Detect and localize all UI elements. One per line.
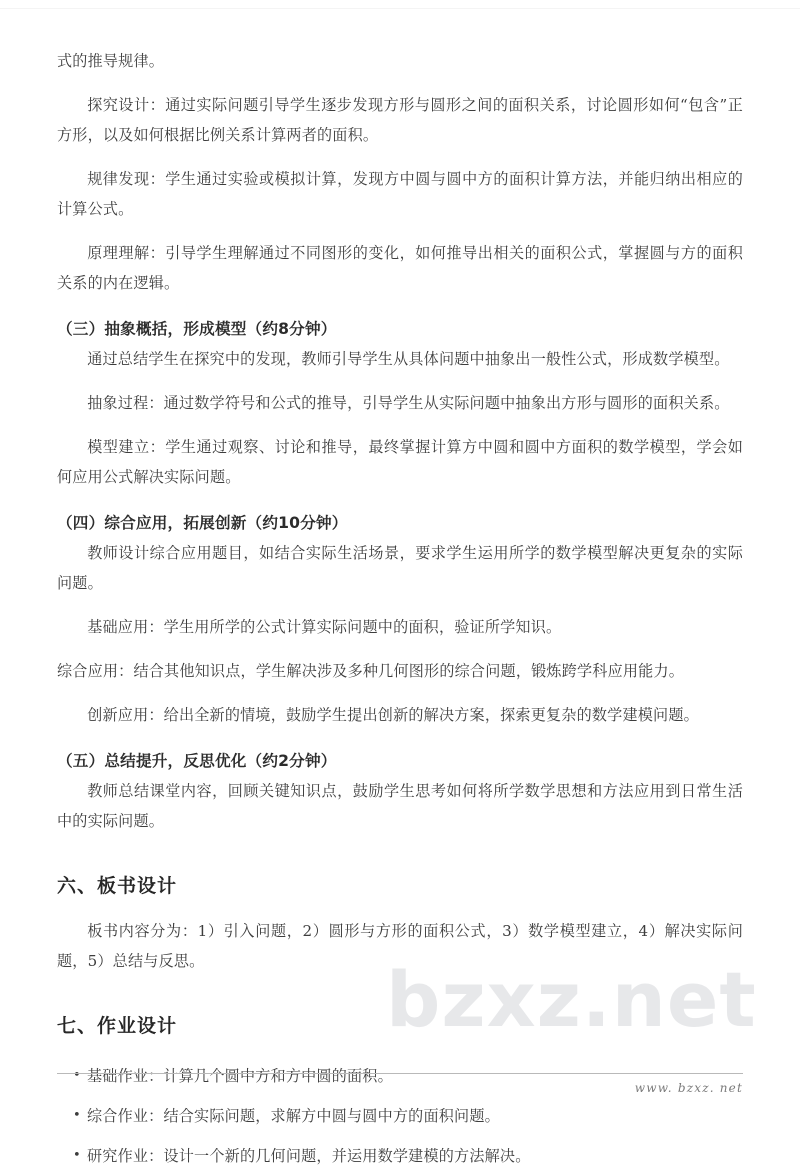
- page-top-hairline: [0, 8, 800, 9]
- site-watermark: bzxz.net: [386, 955, 757, 1044]
- paragraph-rule-discovery: 规律发现：学生通过实验或模拟计算，发现方中圆与圆中方的面积计算方法，并能归纳出相应的计算公式。: [57, 170, 743, 218]
- spacer: [57, 902, 743, 916]
- paragraph-principle-understanding: 原理理解：引导学生理解通过不同图形的变化，如何推导出相关的面积公式，掌握圆与方的面积关系的内在逻辑。: [57, 244, 743, 292]
- spacer: [57, 76, 743, 90]
- heading-section-five: （五）总结提升，反思优化（约2分钟）: [57, 752, 337, 770]
- paragraph-model-build: 模型建立：学生通过观察、讨论和推导，最终掌握计算方中圆和圆中方面积的数学模型，学会如何应用公式解决实际问题。: [57, 438, 743, 486]
- paragraph-section4-intro: 教师设计综合应用题目，如结合实际生活场景，要求学生运用所学的数学模型解决更复杂的实际问题。: [57, 544, 743, 592]
- spacer: [57, 836, 743, 870]
- spacer: [57, 598, 743, 612]
- paragraph-section5-intro: 教师总结课堂内容，回顾关键知识点，鼓励学生思考如何将所学数学思想和方法应用到日常生活中的实际问题。: [57, 782, 743, 830]
- homework-list: [57, 1056, 743, 1176]
- paragraph-abstract-process: 抽象过程：通过数学符号和公式的推导，引导学生从实际问题中抽象出方形与圆形的面积关系。: [87, 394, 730, 412]
- heading-section-four: （四）综合应用，拓展创新（约10分钟）: [57, 514, 348, 532]
- footer-divider: [57, 1073, 743, 1074]
- spacer: [57, 686, 743, 700]
- bullet-icon: •: [73, 1148, 81, 1163]
- heading-board-design: 六、板书设计: [57, 875, 178, 897]
- footer-url: www. bzxz. net: [634, 1081, 743, 1095]
- paragraph-continued: 式的推导规律。: [57, 52, 165, 70]
- paragraph-explore-design: 探究设计：通过实际问题引导学生逐步发现方形与圆形之间的面积关系，讨论圆形如何“包含”正方形，以及如何根据比例关系计算两者的面积。: [57, 96, 743, 144]
- paragraph-innovative-application: 创新应用：给出全新的情境，鼓励学生提出创新的解决方案，探索更复杂的数学建模问题。: [87, 706, 699, 724]
- spacer: [57, 224, 743, 238]
- spacer: [57, 642, 743, 656]
- heading-homework-design: 七、作业设计: [57, 1015, 178, 1037]
- list-item-label: 综合作业：结合实际问题，求解方中圆与圆中方的面积问题。: [87, 1107, 500, 1125]
- spacer: [57, 150, 743, 164]
- heading-section-three: （三）抽象概括，形成模型（约8分钟）: [57, 320, 337, 338]
- list-item-label: 基础作业：计算几个圆中方和方中圆的面积。: [87, 1067, 393, 1085]
- paragraph-board-design-body: 板书内容分为：1）引入问题，2）圆形与方形的面积公式，3）数学模型建立，4）解决实际问题，5）总结与反思。: [57, 922, 743, 970]
- spacer: [57, 298, 743, 314]
- spacer: [57, 1042, 743, 1056]
- list-item: [57, 1136, 743, 1176]
- spacer: [57, 730, 743, 746]
- spacer: [57, 976, 743, 1010]
- spacer: [57, 492, 743, 508]
- paragraph-basic-application: 基础应用：学生用所学的公式计算实际问题中的面积，验证所学知识。: [87, 618, 562, 636]
- list-item: [57, 1096, 743, 1136]
- paragraph-section3-intro: 通过总结学生在探究中的发现，教师引导学生从具体问题中抽象出一般性公式，形成数学模型。: [87, 350, 730, 368]
- bullet-icon: •: [73, 1068, 81, 1083]
- bullet-icon: •: [73, 1108, 81, 1123]
- spacer: [57, 374, 743, 388]
- document-content: [57, 46, 743, 1176]
- list-item-label: 研究作业：设计一个新的几何问题，并运用数学建模的方法解决。: [87, 1147, 531, 1165]
- paragraph-comprehensive-application: 综合应用：结合其他知识点，学生解决涉及多种几何图形的综合问题，锻炼跨学科应用能力。: [57, 662, 685, 680]
- spacer: [57, 418, 743, 432]
